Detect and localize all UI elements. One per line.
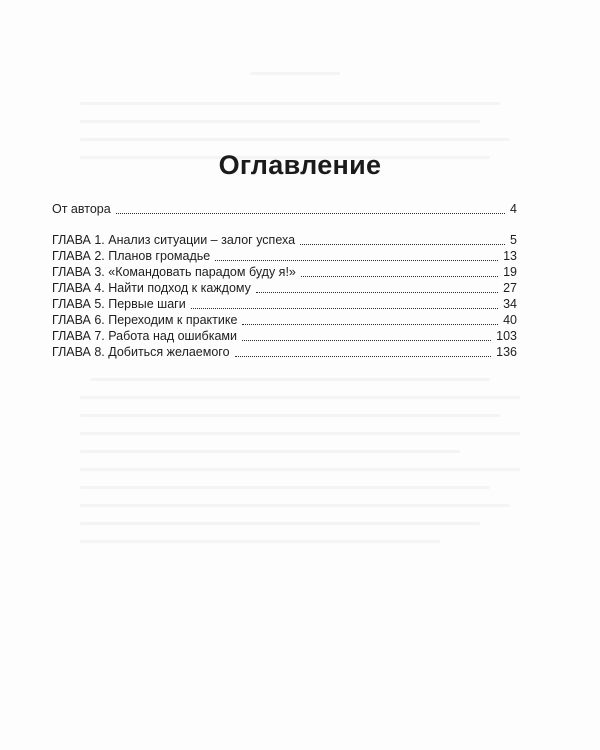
toc-entry-page-number: 27 [503,281,517,295]
toc-entry-label: ГЛАВА 3. «Командовать парадом буду я!» [52,265,296,279]
toc-entry-page-number: 136 [496,345,517,359]
toc-entry-label: От автора [52,202,111,216]
toc-entry-label: ГЛАВА 2. Планов громадье [52,249,211,263]
dot-leader [191,308,498,309]
toc-entry-label: ГЛАВА 4. Найти подход к каждому [52,281,251,295]
toc-entry-label: ГЛАВА 8. Добиться желаемого [52,345,230,359]
toc-entry [52,344,517,360]
toc-entry-page-number: 34 [503,297,517,311]
dot-leader [116,213,505,214]
toc-entry-label: ГЛАВА 6. Переходим к практике [52,313,238,327]
page-title: Оглавление [218,150,382,180]
toc-entry [52,201,517,217]
toc-entry-page-number: 5 [510,233,517,247]
toc-entry-label: ГЛАВА 7. Работа над ошибками [52,329,237,343]
dot-leader [300,244,505,245]
toc-entry [52,248,517,264]
toc-entry-label: ГЛАВА 1. Анализ ситуации – залог успеха [52,233,296,247]
dot-leader [242,340,491,341]
toc-entry-page-number: 40 [503,313,517,327]
dot-leader [215,260,498,261]
toc-entry [52,264,517,280]
toc-entry [52,232,517,248]
dot-leader [301,276,498,277]
toc-entry [52,296,517,312]
dot-leader [242,324,498,325]
toc-entry [52,312,517,328]
toc-entry-label: ГЛАВА 5. Первые шаги [52,297,186,311]
toc-entry-page-number: 19 [503,265,517,279]
toc-entry-page-number: 103 [496,329,517,343]
table-of-contents [52,201,517,360]
dot-leader [235,356,492,357]
toc-entry [52,328,517,344]
toc-entry-page-number: 4 [510,202,517,216]
dot-leader [256,292,498,293]
toc-entry-page-number: 13 [503,249,517,263]
toc-entry [52,280,517,296]
